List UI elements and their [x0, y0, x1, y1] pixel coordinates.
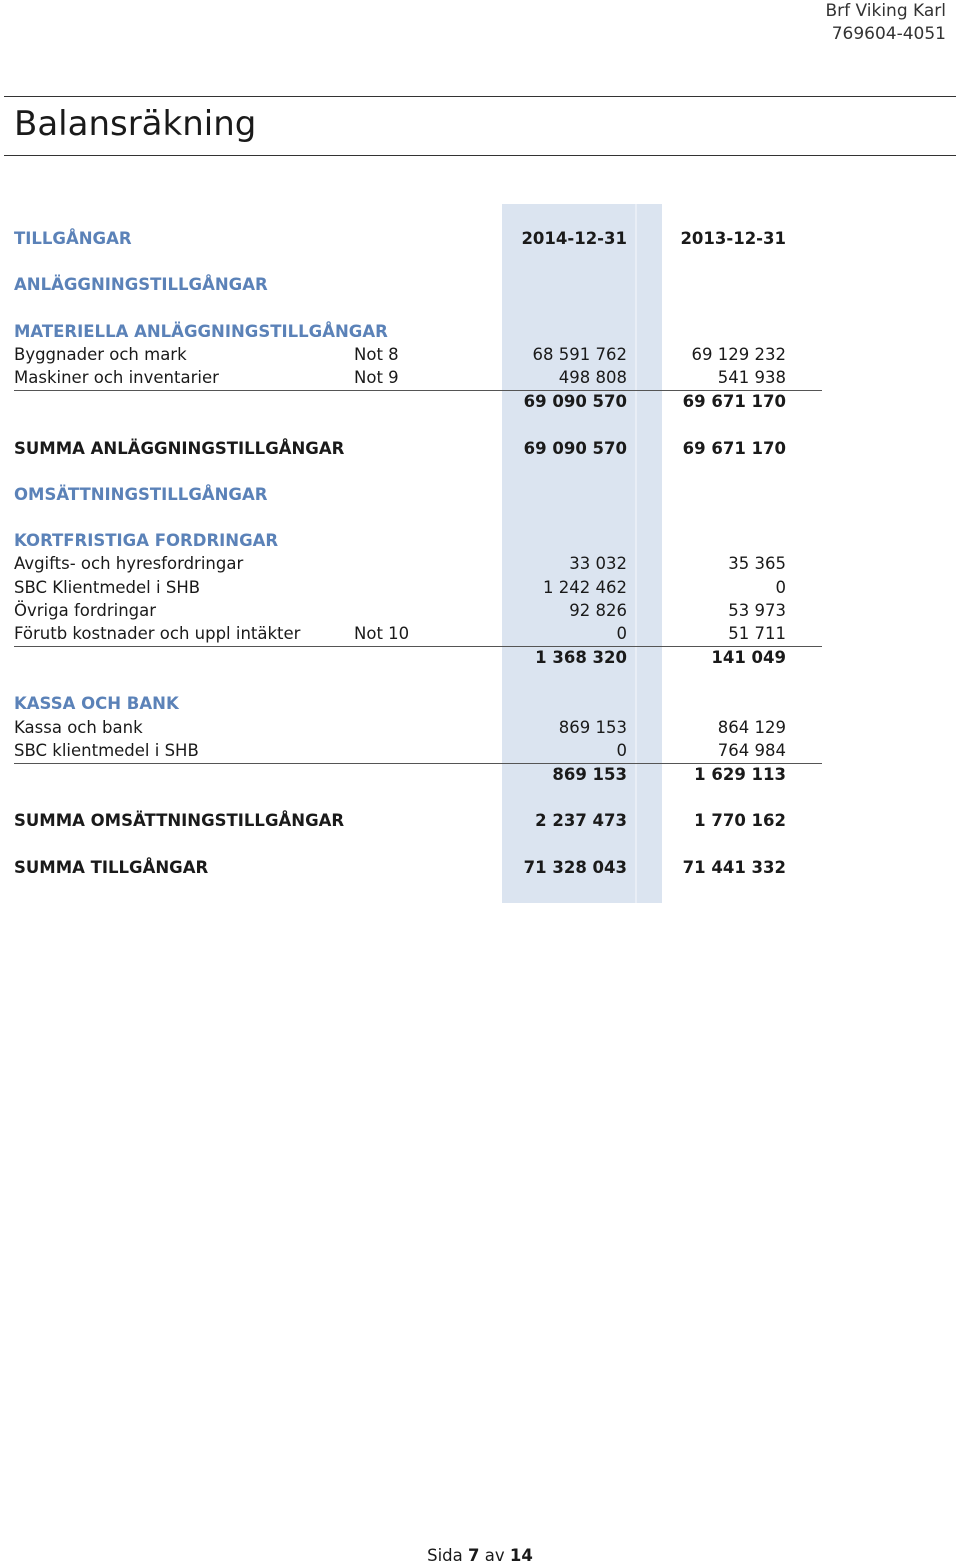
page-footer: [0, 1546, 960, 1565]
section-label: OMSÄTTNINGSTILLGÅNGAR: [14, 485, 268, 504]
section-heading-kortfristiga: [14, 529, 822, 552]
row-label: Maskiner och inventarier: [14, 368, 219, 387]
section-label: KASSA OCH BANK: [14, 694, 179, 713]
row-value-year2: 864 129: [717, 718, 786, 737]
section-heading-materiella: [14, 320, 822, 343]
table-row-kassa-bank: [14, 716, 822, 739]
row-value-year2: 541 938: [717, 368, 786, 387]
row-value-year1: 0: [616, 624, 627, 643]
total-year2: 69 671 170: [682, 439, 786, 458]
total-year2: 71 441 332: [682, 858, 786, 877]
row-note: Not 8: [354, 345, 399, 364]
row-value-year1: 869 153: [558, 718, 627, 737]
footer-prefix: Sida: [427, 1546, 463, 1565]
total-label: SUMMA OMSÄTTNINGSTILLGÅNGAR: [14, 811, 345, 830]
page-title: Balansräkning: [14, 104, 257, 144]
subtotal-year1: 69 090 570: [523, 392, 627, 411]
org-header: [825, 0, 946, 46]
total-row-omsattning: [14, 809, 822, 832]
table-row-sbc-klient2: [14, 739, 822, 762]
row-label: SBC klientmedel i SHB: [14, 741, 199, 760]
row-value-year2: 53 973: [728, 601, 786, 620]
row-value-year2: 0: [775, 578, 786, 597]
assets-heading: TILLGÅNGAR: [14, 229, 132, 248]
title-rule-bottom: [4, 155, 956, 156]
row-label: Övriga fordringar: [14, 601, 157, 620]
total-label: SUMMA TILLGÅNGAR: [14, 858, 209, 877]
row-label: Förutb kostnader och uppl intäkter: [14, 624, 301, 643]
total-year1: 2 237 473: [535, 811, 627, 830]
footer-page-total: 14: [509, 1546, 533, 1565]
subtotal-year1: 869 153: [552, 765, 627, 784]
row-value-year1: 0: [616, 741, 627, 760]
section-label: MATERIELLA ANLÄGGNINGSTILLGÅNGAR: [14, 322, 388, 341]
table-row-maskiner: [14, 366, 822, 389]
section-label: ANLÄGGNINGSTILLGÅNGAR: [14, 275, 268, 294]
row-value-year1: 33 032: [569, 554, 627, 573]
row-value-year1: 1 242 462: [543, 578, 627, 597]
table-row-avgifts: [14, 552, 822, 575]
year1-header: 2014-12-31: [521, 229, 627, 248]
row-value-year2: 764 984: [717, 741, 786, 760]
section-label: KORTFRISTIGA FORDRINGAR: [14, 531, 279, 550]
subtotal-year1: 1 368 320: [535, 648, 627, 667]
section-heading-anlaggning: [14, 273, 822, 296]
subtotal-year2: 1 629 113: [694, 765, 786, 784]
subtotal-row-materiella: [14, 390, 822, 413]
row-note: Not 9: [354, 368, 399, 387]
row-value-year1: 498 808: [558, 368, 627, 387]
org-number: 769604-4051: [831, 24, 946, 44]
row-label: SBC Klientmedel i SHB: [14, 578, 201, 597]
row-value-year1: 68 591 762: [532, 345, 627, 364]
subtotal-year2: 69 671 170: [682, 392, 786, 411]
row-label: Byggnader och mark: [14, 345, 187, 364]
row-label: Kassa och bank: [14, 718, 143, 737]
year2-header: 2013-12-31: [680, 229, 786, 248]
subtotal-row-kassa: [14, 763, 822, 786]
table-row-sbc-klient: [14, 576, 822, 599]
row-value-year2: 51 711: [728, 624, 786, 643]
total-row-tillgangar: [14, 856, 822, 879]
row-note: Not 10: [354, 624, 410, 643]
org-name: Brf Viking Karl: [825, 1, 946, 21]
row-value-year1: 92 826: [569, 601, 627, 620]
table-row-ovriga: [14, 599, 822, 622]
subtotal-year2: 141 049: [711, 648, 786, 667]
total-year1: 71 328 043: [523, 858, 627, 877]
table-row-forutb: [14, 622, 822, 645]
subtotal-row-kortfristiga: [14, 646, 822, 669]
title-rule-top: [4, 96, 956, 97]
row-label: Avgifts- och hyresfordringar: [14, 554, 244, 573]
footer-mid: av: [484, 1546, 505, 1565]
column-header-row: [14, 227, 822, 250]
row-value-year2: 69 129 232: [691, 345, 786, 364]
section-heading-omsattning: [14, 483, 822, 506]
total-year2: 1 770 162: [694, 811, 786, 830]
total-year1: 69 090 570: [523, 439, 627, 458]
row-value-year2: 35 365: [728, 554, 786, 573]
table-row-byggnader: [14, 343, 822, 366]
section-heading-kassa: [14, 692, 822, 715]
footer-page-number: 7: [468, 1546, 480, 1565]
total-row-anlaggning: [14, 437, 822, 460]
total-label: SUMMA ANLÄGGNINGSTILLGÅNGAR: [14, 439, 345, 458]
